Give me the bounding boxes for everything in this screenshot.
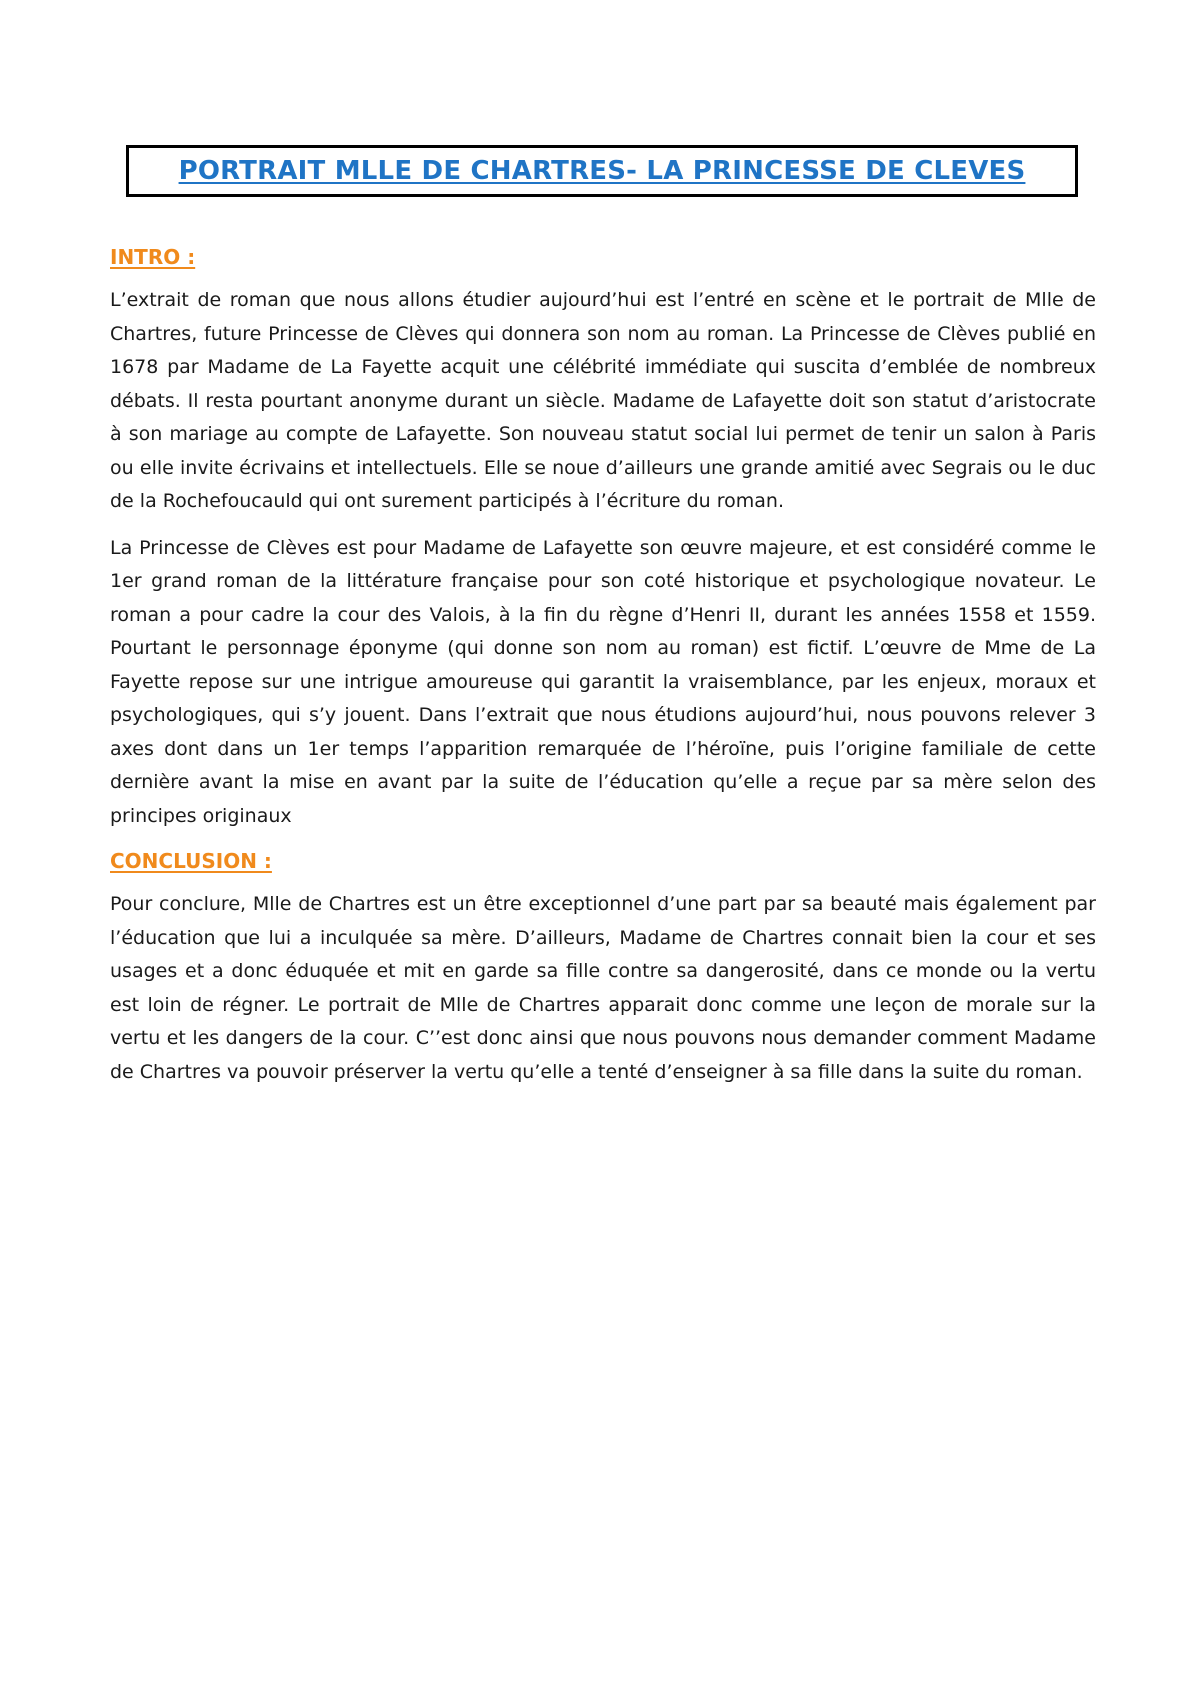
intro-paragraph-1: L’extrait de roman que nous allons étudier aujourd’hui est l’entré en scène et le portrait de Mlle de Chartres, future Princesse de Clèves qui donnera son nom au roman. La Princesse de Clèves publié en 1678 par Madame de La Fayette acquit une célébrité immédiate qui suscita d’emblée de nombreux débats. Il resta pourtant anonyme durant un siècle. Madame de Lafayette doit son statut d’aristocrate à son mariage au compte de Lafayette. Son nouveau statut social lui permet de tenir un salon à Paris ou elle invite écrivains et intellectuels. Elle se noue d’ailleurs une grande amitié avec Segrais ou le duc de la Rochefoucauld qui ont surement participés à l’écriture du roman.	[110, 289, 1096, 512]
document-body	[110, 242, 1096, 1102]
title-box	[126, 145, 1078, 197]
intro-paragraph-2: La Princesse de Clèves est pour Madame de Lafayette son œuvre majeure, et est considéré comme le 1er grand roman de la littérature française pour son coté historique et psychologique novateur. Le roman a pour cadre la cour des Valois, à la fin du règne d’Henri II, durant les années 1558 et 1559. Pourtant le personnage éponyme (qui donne son nom au roman) est fictif. L’œuvre de Mme de La Fayette repose sur une intrigue amoureuse qui garantit la vraisemblance, par les enjeux, moraux et psychologiques, qui s’y jouent. Dans l’extrait que nous étudions aujourd’hui, nous pouvons relever 3 axes dont dans un 1er temps l’apparition remarquée de l’héroïne, puis l’origine familiale de cette dernière avant la mise en avant par la suite de l’éducation qu’elle a reçue par sa mère selon des principes originaux	[110, 536, 1096, 827]
conclusion-paragraph: Pour conclure, Mlle de Chartres est un être exceptionnel d’une part par sa beauté mais également par l’éducation que lui a inculquée sa mère. D’ailleurs, Madame de Chartres connait bien la cour et ses usages et a donc éduquée et mit en garde sa fille contre sa dangerosité, dans ce monde ou la vertu est loin de régner. Le portrait de Mlle de Chartres apparait donc comme une leçon de morale sur la vertu et les dangers de la cour. C’’est donc ainsi que nous pouvons nous demander comment Madame de Chartres va pouvoir préserver la vertu qu’elle a tenté d’enseigner à sa fille dans la suite du roman.	[110, 893, 1096, 1083]
conclusion-heading: CONCLUSION :	[110, 849, 272, 873]
intro-heading: INTRO :	[110, 245, 196, 269]
document-title: PORTRAIT MLLE DE CHARTRES- LA PRINCESSE DE CLEVES	[178, 156, 1026, 186]
